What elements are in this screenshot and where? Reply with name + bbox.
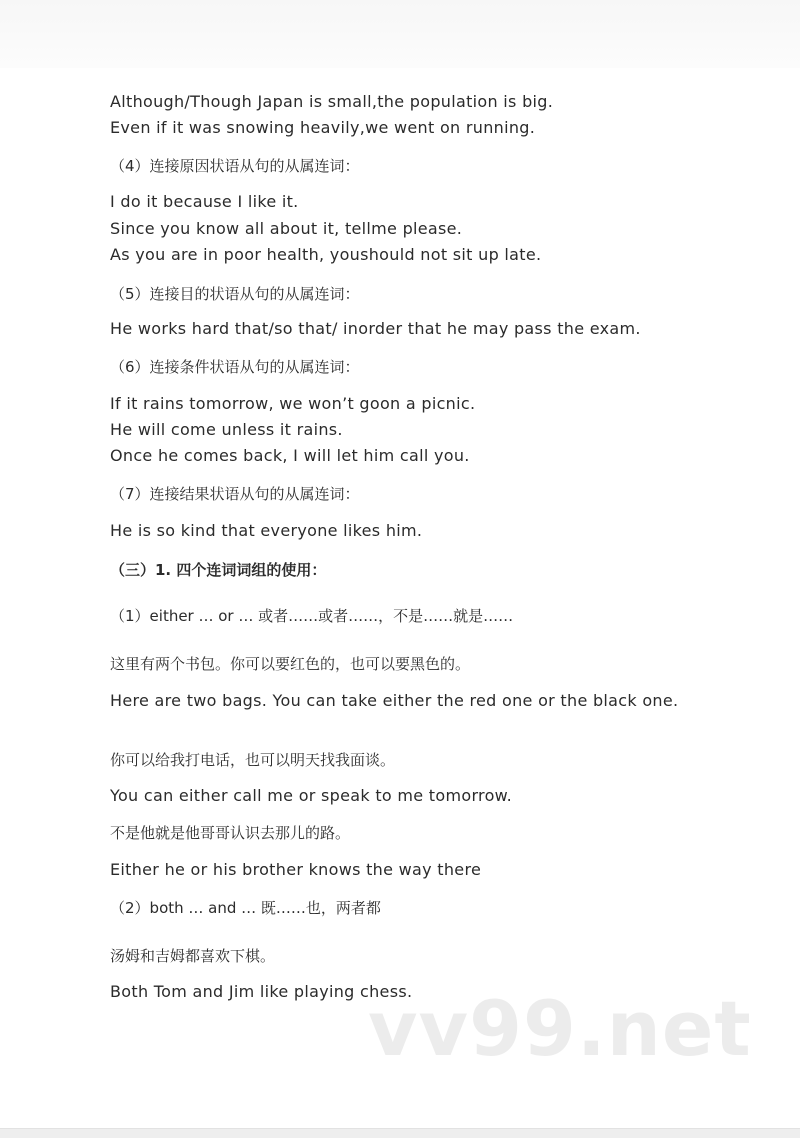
section-heading-6: （6）连接条件状语从句的从属连词： (110, 358, 360, 376)
chinese-sentence: 不是他就是他哥哥认识去那儿的路。 (110, 824, 351, 842)
chinese-sentence: 汤姆和吉姆都喜欢下棋。 (110, 947, 276, 965)
example-sentence: If it rains tomorrow, we won’t goon a picnic. (110, 394, 476, 413)
example-sentence: He will come unless it rains. (110, 420, 343, 439)
subsection-heading-either-or: （1）either … or … 或者……或者……，不是……就是…… (110, 607, 514, 625)
example-sentence: Although/Though Japan is small,the population is big. (110, 92, 554, 111)
subsection-heading-both-and: （2）both … and … 既……也，两者都 (110, 899, 381, 917)
chinese-sentence: 这里有两个书包。你可以要红色的，也可以要黑色的。 (110, 655, 471, 673)
section-heading-5: （5）连接目的状语从句的从属连词： (110, 285, 360, 303)
section-heading-3: （三）1. 四个连词词组的使用： (110, 561, 327, 579)
example-sentence: Either he or his brother knows the way there (110, 860, 482, 879)
page-top-band (0, 0, 800, 68)
example-sentence: He works hard that/so that/ inorder that he may pass the exam. (110, 319, 641, 338)
example-sentence: Even if it was snowing heavily,we went on running. (110, 118, 536, 137)
example-sentence: Both Tom and Jim like playing chess. (110, 982, 413, 1001)
example-sentence: As you are in poor health, youshould not sit up late. (110, 245, 542, 264)
watermark: vv99.net (368, 984, 752, 1073)
example-sentence: You can either call me or speak to me tomorrow. (110, 786, 512, 805)
example-sentence: Once he comes back, I will let him call you. (110, 446, 470, 465)
example-sentence: I do it because I like it. (110, 192, 299, 211)
section-heading-7: （7）连接结果状语从句的从属连词： (110, 485, 360, 503)
section-heading-4: （4）连接原因状语从句的从属连词： (110, 157, 360, 175)
example-sentence: Here are two bags. You can take either the red one or the black one. (110, 691, 679, 710)
example-sentence: He is so kind that everyone likes him. (110, 521, 423, 540)
chinese-sentence: 你可以给我打电话，也可以明天找我面谈。 (110, 751, 396, 769)
example-sentence: Since you know all about it, tellme please. (110, 219, 463, 238)
